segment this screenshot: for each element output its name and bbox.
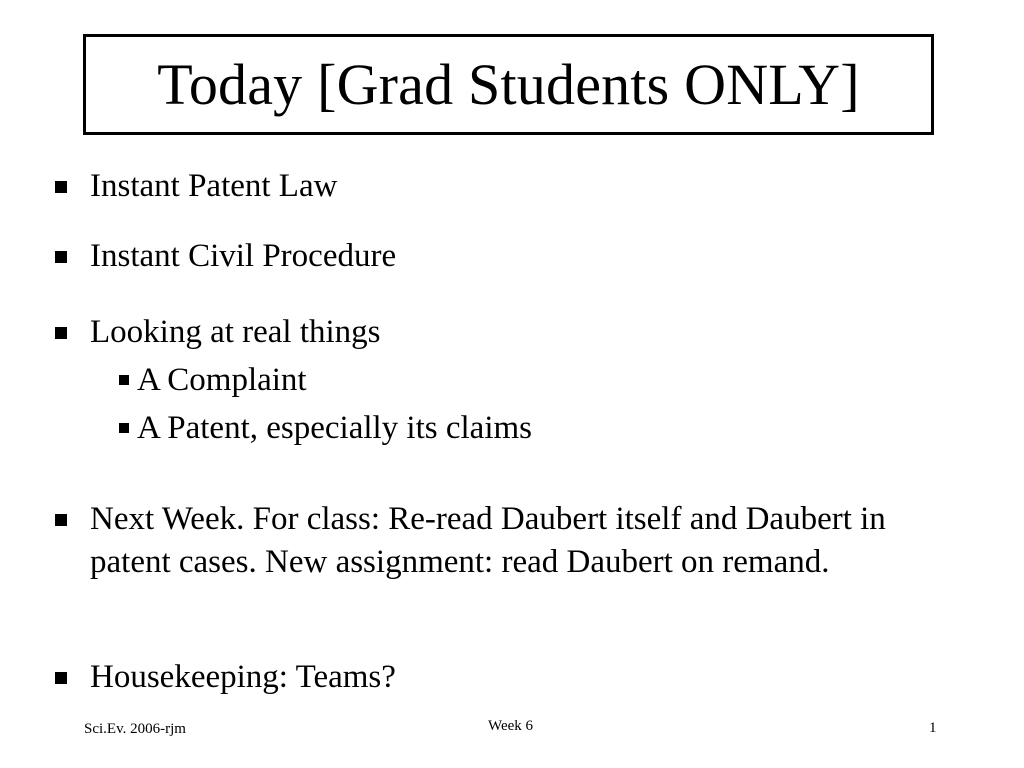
bullet-text: Instant Civil Procedure xyxy=(90,238,397,274)
square-bullet-icon xyxy=(55,514,67,526)
sub-bullet-item xyxy=(119,408,532,448)
square-bullet-icon xyxy=(55,181,67,193)
bullet-item xyxy=(55,656,396,698)
bullet-text: Housekeeping: Teams? xyxy=(90,659,396,695)
sub-bullet-text: A Patent, especially its claims xyxy=(137,410,533,446)
bullet-item xyxy=(55,311,381,353)
bullet-item xyxy=(55,498,905,584)
square-bullet-icon xyxy=(119,375,129,385)
slide-title: Today [Grad Students ONLY] xyxy=(157,51,860,117)
square-bullet-icon xyxy=(55,251,67,263)
title-box xyxy=(83,34,934,135)
footer-page-number: 1 xyxy=(929,720,937,736)
bullet-item xyxy=(55,165,337,207)
footer-left: Sci.Ev. 2006-rjm xyxy=(84,721,186,737)
bullet-item xyxy=(55,235,396,277)
square-bullet-icon xyxy=(55,672,67,684)
bullet-text: Next Week. For class: Re-read Daubert itself and Daubert in patent cases. New assignment: read Daubert on remand. xyxy=(90,501,886,580)
square-bullet-icon xyxy=(55,327,67,339)
bullet-text: Instant Patent Law xyxy=(90,168,338,204)
bullet-text: Looking at real things xyxy=(90,314,381,350)
square-bullet-icon xyxy=(119,423,129,433)
sub-bullet-text: A Complaint xyxy=(137,362,307,398)
sub-bullet-item xyxy=(119,360,307,400)
footer-center: Week 6 xyxy=(488,718,534,734)
